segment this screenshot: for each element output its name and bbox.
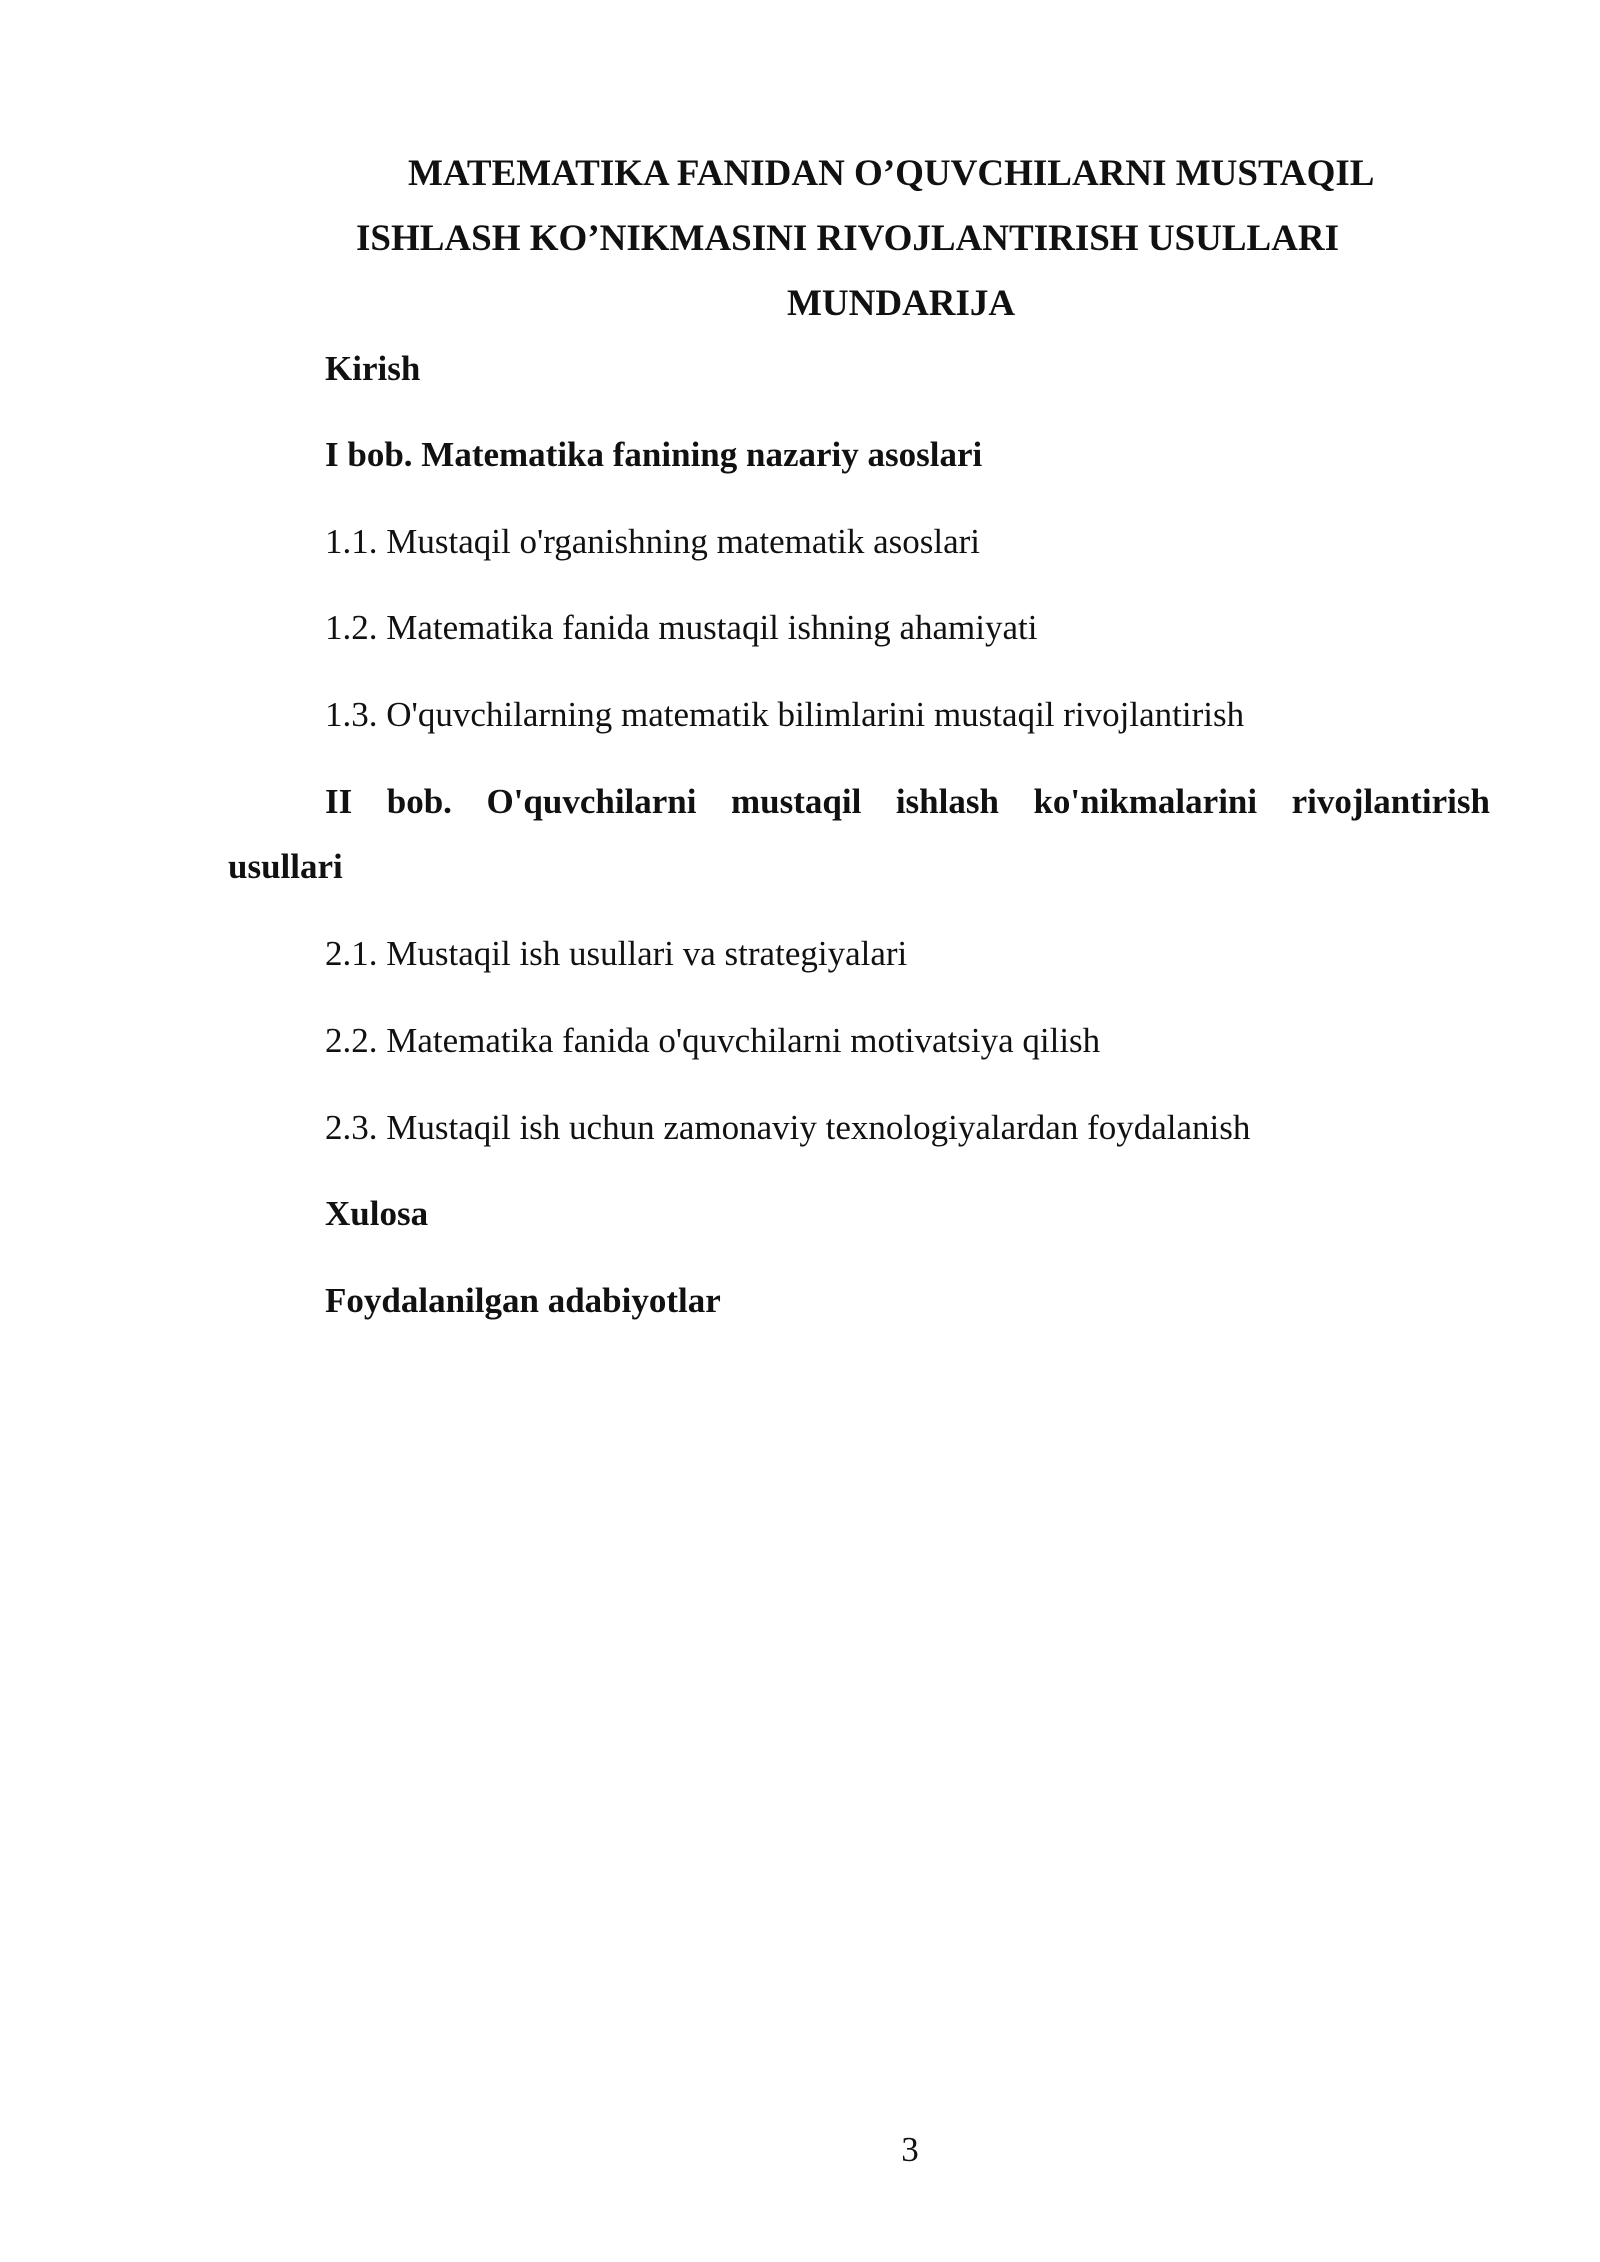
toc-word: O'quvchilarni — [486, 782, 697, 821]
document-title-line-2: ISHLASH KO’NIKMASINI RIVOJLANTIRISH USULLARI — [356, 218, 1340, 259]
toc-entry-label: 1.2. Matematika fanida mustaqil ishning ahamiyati — [325, 608, 1038, 647]
toc-entry-label: 2.1. Mustaqil ish usullari va strategiyalari — [325, 934, 908, 973]
toc-word: II — [325, 782, 353, 821]
table-of-contents-heading: MUNDARIJA — [787, 283, 1016, 324]
document-title-line-1: MATEMATIKA FANIDAN O’QUVCHILARNI MUSTAQIL — [408, 153, 1375, 194]
toc-word: ko'nikmalarini — [1033, 782, 1258, 821]
toc-entry-label: 1.3. O'quvchilarning matematik bilimlarini mustaqil rivojlantirish — [325, 695, 1245, 734]
toc-entry-label: 1.1. Mustaqil o'rganishning matematik asoslari — [325, 522, 981, 561]
toc-word: mustaqil — [731, 782, 862, 821]
toc-entry-chapter-2 — [228, 780, 1490, 890]
toc-entry-label: 2.3. Mustaqil ish uchun zamonaviy texnologiyalardan foydalanish — [325, 1108, 1251, 1147]
toc-entry-label: Kirish — [325, 349, 421, 388]
toc-word: bob. — [386, 782, 452, 821]
toc-word: rivojlantirish — [1291, 782, 1490, 821]
toc-entry-label: Xulosa — [325, 1194, 429, 1233]
toc-entry-label: 2.2. Matematika fanida o'quvchilarni motivatsiya qilish — [325, 1021, 1101, 1060]
toc-entry-label: I bob. Matematika fanining nazariy asoslari — [325, 435, 983, 474]
toc-entry-label: Foydalanilgan adabiyotlar — [325, 1281, 721, 1320]
page-number: 3 — [901, 2130, 919, 2169]
toc-entry-label-line-1 — [325, 780, 1490, 824]
toc-entry-label-line-2: usullari — [228, 847, 343, 886]
toc-word: ishlash — [895, 782, 999, 821]
